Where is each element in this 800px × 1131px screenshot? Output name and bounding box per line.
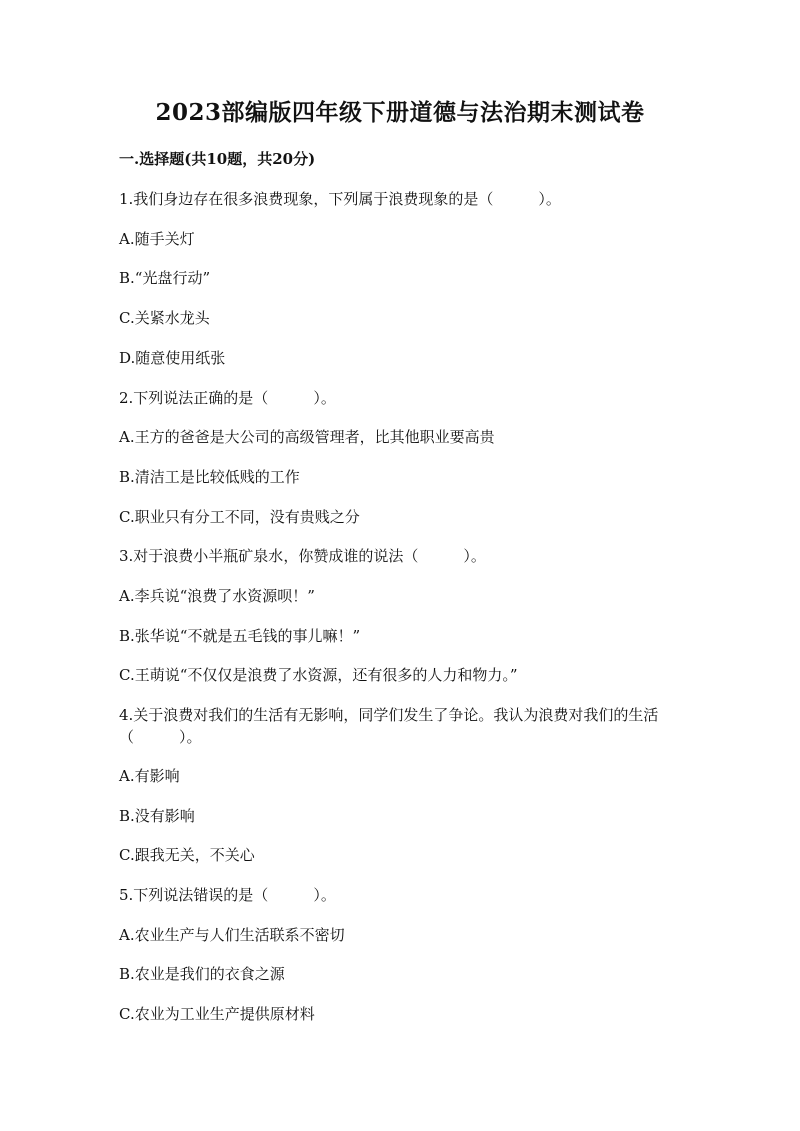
question-1-option-d: D.随意使用纸张 bbox=[119, 349, 226, 367]
question-2-option-a: A.王方的爸爸是大公司的高级管理者，比其他职业要高贵 bbox=[119, 428, 495, 446]
section-heading: 一.选择题(共10题，共20分) bbox=[119, 150, 316, 168]
question-5-option-a: A.农业生产与人们生活联系不密切 bbox=[119, 926, 345, 944]
question-2-option-c: C.职业只有分工不同，没有贵贱之分 bbox=[119, 508, 360, 526]
question-4-option-b: B.没有影响 bbox=[119, 807, 195, 825]
question-4-option-c: C.跟我无关，不关心 bbox=[119, 846, 255, 864]
question-1-option-a: A.随手关灯 bbox=[119, 230, 195, 248]
question-5-option-c: C.农业为工业生产提供原材料 bbox=[119, 1005, 315, 1023]
question-1-option-b: B.“光盘行动” bbox=[119, 269, 211, 287]
question-1-stem: 1.我们身边存在很多浪费现象，下列属于浪费现象的是（ ）。 bbox=[119, 190, 561, 208]
question-3-option-a: A.李兵说“浪费了水资源呗！” bbox=[119, 587, 315, 605]
page-title: 2023部编版四年级下册道德与法治期末测试卷 bbox=[155, 99, 645, 126]
question-3-stem: 3.对于浪费小半瓶矿泉水，你赞成谁的说法（ ）。 bbox=[119, 547, 486, 565]
question-3-option-c: C.王萌说“不仅仅是浪费了水资源，还有很多的人力和物力。” bbox=[119, 666, 518, 684]
question-2-stem: 2.下列说法正确的是（ ）。 bbox=[119, 389, 336, 407]
question-2-option-b: B.清洁工是比较低贱的工作 bbox=[119, 468, 300, 486]
question-5-stem: 5.下列说法错误的是（ ）。 bbox=[119, 886, 336, 904]
question-4-stem: 4.关于浪费对我们的生活有无影响，同学们发生了争论。我认为浪费对我们的生活（ ）。 bbox=[119, 706, 659, 746]
question-5-option-b: B.农业是我们的衣食之源 bbox=[119, 965, 285, 983]
question-4-option-a: A.有影响 bbox=[119, 767, 180, 785]
question-3-option-b: B.张华说“不就是五毛钱的事儿嘛！” bbox=[119, 627, 361, 645]
question-1-option-c: C.关紧水龙头 bbox=[119, 309, 210, 327]
